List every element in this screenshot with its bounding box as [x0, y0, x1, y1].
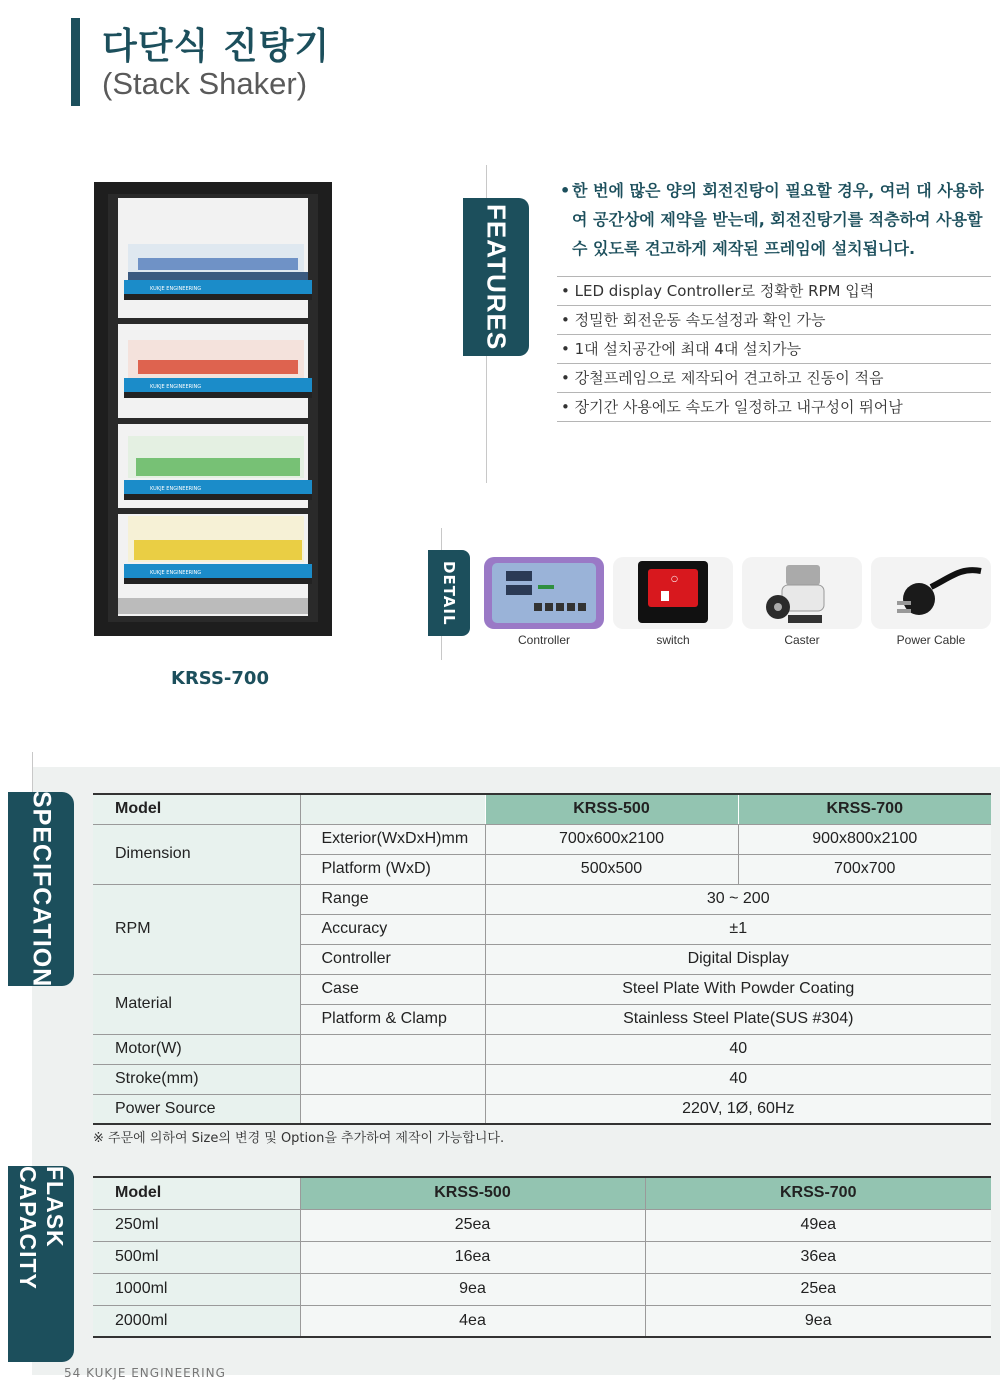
spec-motor-blank	[300, 1034, 485, 1064]
spec-case-value: Steel Plate With Powder Coating	[485, 974, 991, 1004]
switch-image	[613, 557, 733, 629]
product-caption: KRSS-700	[171, 668, 269, 689]
spec-accuracy-value: ±1	[485, 914, 991, 944]
feature-item: • 강철프레임으로 제작되어 견고하고 진동이 적음	[557, 364, 991, 393]
spec-stroke-blank	[300, 1064, 485, 1094]
flask-header-krss500: KRSS-500	[300, 1177, 645, 1209]
spec-note: ※ 주문에 의하여 Size의 변경 및 Option을 추가하여 제작이 가능합니다.	[93, 1131, 505, 1146]
title-accent-bar	[71, 18, 80, 106]
shelf-3	[124, 436, 312, 500]
flask-size: 1000ml	[93, 1273, 300, 1305]
spec-tab-label: SPECIFCATION	[27, 790, 56, 988]
feature-item: • 정밀한 회전운동 속도설정과 확인 가능	[557, 306, 991, 335]
spec-header-blank	[300, 794, 485, 824]
flask-size: 2000ml	[93, 1305, 300, 1337]
shelf-4	[124, 516, 312, 584]
features-tab	[463, 198, 529, 356]
table-row	[93, 824, 991, 854]
spec-platform-label: Platform (WxD)	[300, 854, 485, 884]
table-row	[93, 1064, 991, 1094]
spec-exterior-500: 700x600x2100	[485, 824, 738, 854]
spec-platform-clamp-label: Platform & Clamp	[300, 1004, 485, 1034]
table-row	[93, 1034, 991, 1064]
flask-krss700-value: 49ea	[645, 1209, 991, 1241]
table-row	[93, 974, 991, 1004]
spec-controller-label: Controller	[300, 944, 485, 974]
flask-tab	[8, 1166, 74, 1362]
detail-tab	[428, 550, 470, 636]
spec-platform-clamp-value: Stainless Steel Plate(SUS #304)	[485, 1004, 991, 1034]
features-main-paragraph: 한 번에 많은 양의 회전진탕이 필요할 경우, 여러 대 사용하여 공간상에 제약을 받는데, 회전진탕기를 적층하여 사용할 수 있도록 견고하게 제작된 프레임에 설치됩니다.	[572, 181, 984, 258]
page-footer: 54 KUKJE ENGINEERING	[64, 1366, 226, 1380]
spec-motor-value: 40	[485, 1034, 991, 1064]
spec-range-value: 30 ~ 200	[485, 884, 991, 914]
svg-text:○: ○	[671, 574, 678, 583]
shelf-2	[124, 340, 312, 398]
flask-header-row	[93, 1177, 991, 1209]
table-row	[93, 1209, 991, 1241]
flask-size: 250ml	[93, 1209, 300, 1241]
switch-icon	[613, 557, 733, 629]
spec-platform-500: 500x500	[485, 854, 738, 884]
spec-header-model: Model	[93, 794, 300, 824]
page-title: 다단식 진탕기	[102, 26, 331, 67]
features-tab-label: FEATURES	[481, 203, 512, 351]
flask-size: 500ml	[93, 1241, 300, 1273]
feature-item: • LED display Controller로 정확한 RPM 입력	[557, 277, 991, 306]
spec-accuracy-label: Accuracy	[300, 914, 485, 944]
table-row	[93, 1273, 991, 1305]
spec-dimension-label: Dimension	[93, 824, 300, 884]
controller-image	[484, 557, 604, 629]
spec-power-label: Power Source	[93, 1094, 300, 1124]
spec-power-value: 220V, 1Ø, 60Hz	[485, 1094, 991, 1124]
flask-table	[93, 1176, 991, 1338]
detail-label-caster: Caster	[784, 633, 820, 647]
stack-shaker-image	[88, 178, 338, 643]
spec-header-krss500: KRSS-500	[485, 794, 738, 824]
table-row	[93, 884, 991, 914]
power-cable-image	[871, 557, 991, 629]
detail-label-power-cable: Power Cable	[896, 633, 966, 647]
flask-krss500-value: 9ea	[300, 1273, 645, 1305]
spec-motor-label: Motor(W)	[93, 1034, 300, 1064]
spec-divider	[32, 752, 33, 792]
spec-header-row	[93, 794, 991, 824]
spec-controller-value: Digital Display	[485, 944, 991, 974]
table-row	[93, 1241, 991, 1273]
table-row	[93, 1305, 991, 1337]
flask-krss500-value: 16ea	[300, 1241, 645, 1273]
shelf-1	[124, 244, 312, 300]
power-cable-icon	[871, 557, 991, 629]
detail-label-switch: switch	[656, 633, 690, 647]
flask-krss700-value: 25ea	[645, 1273, 991, 1305]
plate-brand-1: KUKJE ENGINEERING	[150, 286, 202, 292]
flask-krss700-value: 9ea	[645, 1305, 991, 1337]
detail-tab-label: DETAIL	[440, 560, 458, 626]
spec-case-label: Case	[300, 974, 485, 1004]
table-row	[93, 1094, 991, 1124]
spec-stroke-value: 40	[485, 1064, 991, 1094]
flask-krss500-value: 25ea	[300, 1209, 645, 1241]
spec-power-blank	[300, 1094, 485, 1124]
features-list	[557, 276, 991, 422]
flask-krss500-value: 4ea	[300, 1305, 645, 1337]
features-main-text: • 한 번에 많은 양의 회전진탕이 필요할 경우, 여러 대 사용하여 공간상에 제약을 받는데, 회전진탕기를 적층하여 사용할 수 있도록 견고하게 제작된 프레임에 설치됩니다.	[560, 176, 995, 263]
feature-item: • 1대 설치공간에 최대 4대 설치가능	[557, 335, 991, 364]
flask-krss700-value: 36ea	[645, 1241, 991, 1273]
caster-image	[742, 557, 862, 629]
spec-material-label: Material	[93, 974, 300, 1034]
feature-item: • 장기간 사용에도 속도가 일정하고 내구성이 뛰어남	[557, 393, 991, 422]
spec-rpm-label: RPM	[93, 884, 300, 974]
controller-icon	[484, 557, 604, 629]
spec-exterior-700: 900x800x2100	[738, 824, 991, 854]
detail-label-controller: Controller	[517, 633, 571, 647]
plate-brand-3: KUKJE ENGINEERING	[150, 486, 202, 492]
flask-header-krss700: KRSS-700	[645, 1177, 991, 1209]
spec-platform-700: 700x700	[738, 854, 991, 884]
spec-header-krss700: KRSS-700	[738, 794, 991, 824]
flask-header-model: Model	[93, 1177, 300, 1209]
spec-tab	[8, 792, 74, 986]
spec-exterior-label: Exterior(WxDxH)mm	[300, 824, 485, 854]
flask-tab-label: FLASK CAPACITY	[15, 1166, 68, 1290]
caster-icon	[742, 557, 862, 629]
spec-range-label: Range	[300, 884, 485, 914]
spec-table	[93, 793, 991, 1125]
spec-stroke-label: Stroke(mm)	[93, 1064, 300, 1094]
page-subtitle: (Stack Shaker)	[102, 66, 308, 101]
plate-brand-4: KUKJE ENGINEERING	[150, 570, 202, 576]
plate-brand-2: KUKJE ENGINEERING	[150, 384, 202, 390]
